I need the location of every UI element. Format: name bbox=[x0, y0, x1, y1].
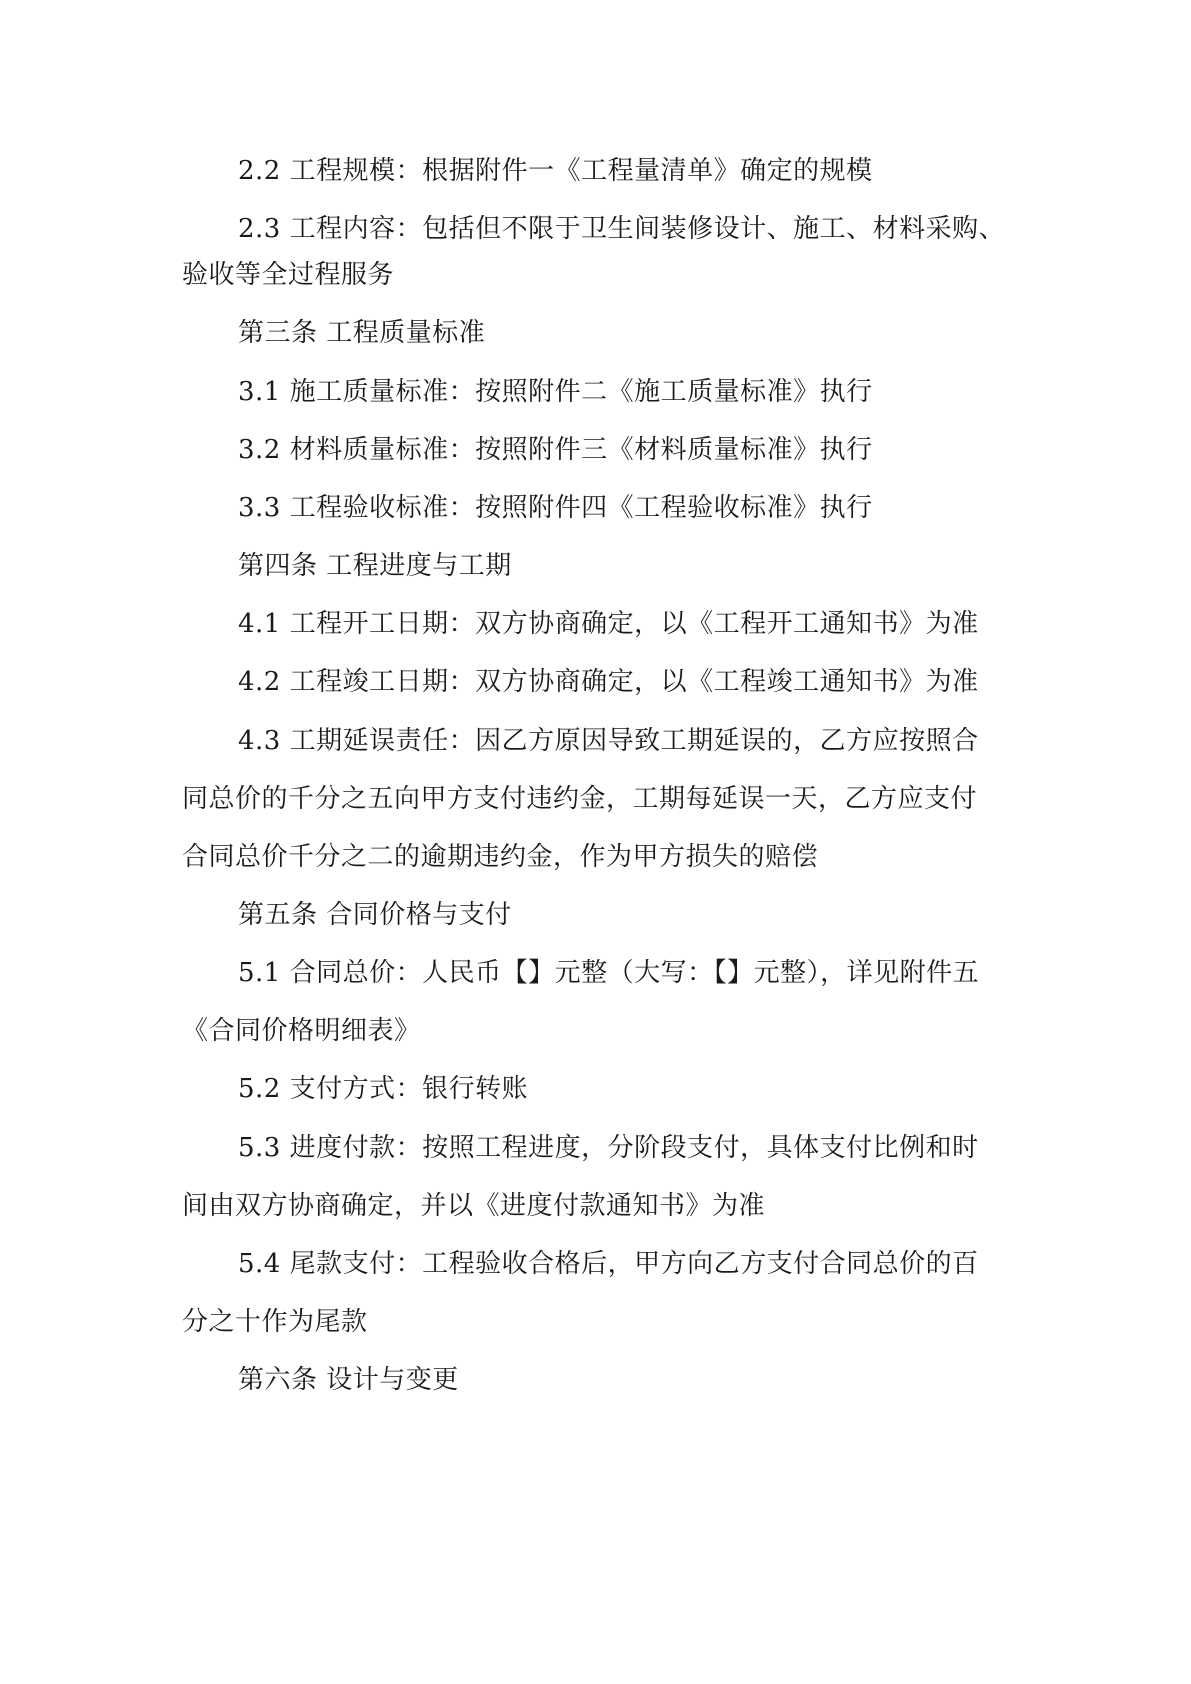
clause-5-3-continued: 间由双方协商确定，并以《进度付款通知书》为准 bbox=[182, 1191, 766, 1221]
article-6-heading: 第六条 设计与变更 bbox=[238, 1365, 459, 1395]
clause-5-1: 5.1 合同总价：人民币【】元整（大写：【】元整），详见附件五 bbox=[238, 958, 980, 988]
clause-5-3: 5.3 进度付款：按照工程进度，分阶段支付，具体支付比例和时 bbox=[238, 1133, 979, 1163]
clause-4-3: 4.3 工期延误责任：因乙方原因导致工期延误的，乙方应按照合 bbox=[238, 726, 979, 756]
clause-3-1: 3.1 施工质量标准：按照附件二《施工质量标准》执行 bbox=[238, 377, 873, 407]
clause-4-3-continued-1: 同总价的千分之五向甲方支付违约金，工期每延误一天，乙方应支付 bbox=[182, 784, 978, 814]
clause-2-3: 2.3 工程内容：包括但不限于卫生间装修设计、施工、材料采购、 bbox=[238, 214, 1006, 244]
clause-5-1-continued: 《合同价格明细表》 bbox=[182, 1016, 421, 1046]
article-3-heading: 第三条 工程质量标准 bbox=[238, 318, 486, 348]
clause-5-2: 5.2 支付方式：银行转账 bbox=[238, 1074, 529, 1104]
article-5-heading: 第五条 合同价格与支付 bbox=[238, 900, 512, 930]
clause-4-1: 4.1 工程开工日期：双方协商确定，以《工程开工通知书》为准 bbox=[238, 609, 979, 639]
clause-2-2: 2.2 工程规模：根据附件一《工程量清单》确定的规模 bbox=[238, 156, 873, 186]
clause-4-2: 4.2 工程竣工日期：双方协商确定，以《工程竣工通知书》为准 bbox=[238, 667, 979, 697]
article-4-heading: 第四条 工程进度与工期 bbox=[238, 551, 512, 581]
clause-5-4-continued: 分之十作为尾款 bbox=[182, 1307, 368, 1337]
clause-2-3-continued: 验收等全过程服务 bbox=[182, 260, 395, 290]
clause-4-3-continued-2: 合同总价千分之二的逾期违约金，作为甲方损失的赔偿 bbox=[182, 842, 819, 872]
clause-3-3: 3.3 工程验收标准：按照附件四《工程验收标准》执行 bbox=[238, 493, 873, 523]
clause-3-2: 3.2 材料质量标准：按照附件三《材料质量标准》执行 bbox=[238, 435, 873, 465]
clause-5-4: 5.4 尾款支付：工程验收合格后，甲方向乙方支付合同总价的百 bbox=[238, 1249, 979, 1279]
